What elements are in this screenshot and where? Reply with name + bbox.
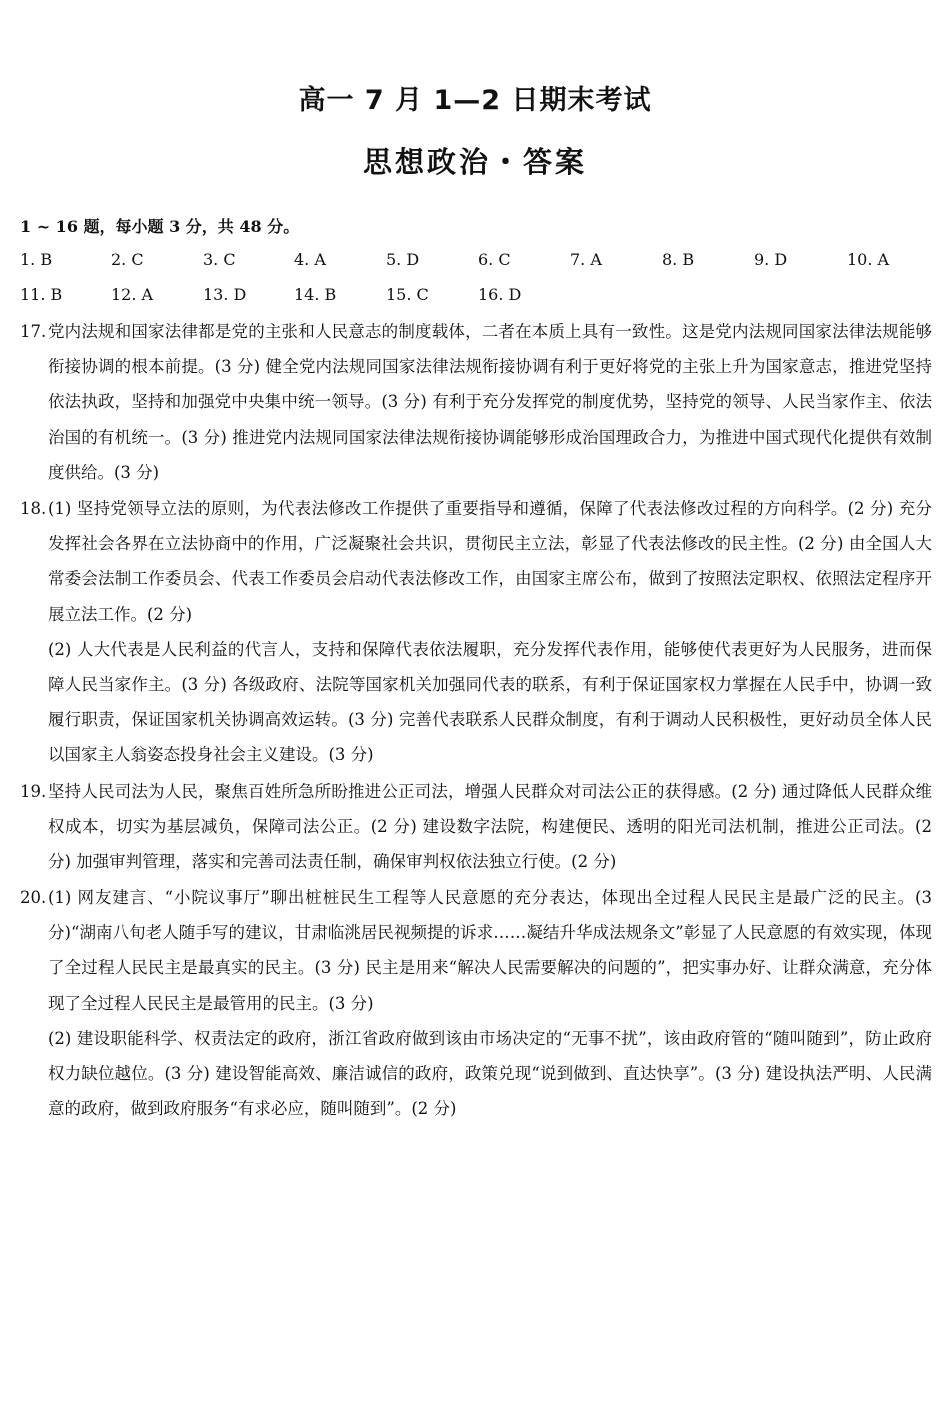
mc-answer: 2. C bbox=[111, 250, 144, 269]
mc-answer: 4. A bbox=[294, 250, 326, 269]
question-17-answer: 党内法规和国家法律都是党的主张和人民意志的制度载体，二者在本质上具有一致性。这是党内法规同国家法律法规能够衔接协调的根本前提。(3 分) 健全党内法规同国家法律法规衔接协调有利于更好将党的主张上升为国家意志，推进党坚持依法执政，坚持和加强党中央集中统一领导。(3 分) 有利于充分发挥党的制度优势，坚持党的领导、人民当家作主、依法治国的有机统一。(3 分) 推进党内法规同国家法律法规衔接协调能够形成治国理政合力，为推进中国式现代化提供有效制度供给。(3 分) bbox=[48, 322, 932, 482]
question-number: 19. bbox=[20, 782, 47, 801]
question-19 bbox=[20, 774, 932, 880]
mc-answer: 7. A bbox=[570, 250, 602, 269]
mc-answer: 1. B bbox=[20, 250, 53, 269]
mc-answer: 3. C bbox=[203, 250, 236, 269]
question-18-part-2: (2) 人大代表是人民利益的代言人，支持和保障代表依法履职，充分发挥代表作用，能够使代表更好为人民服务，进而保障人民当家作主。(3 分) 各级政府、法院等国家机关加强同代表的联系，有利于保证国家权力掌握在人民手中，协调一致履行职责，保证国家机关协调高效运转。(3 分) 完善代表联系人民群众制度，有利于调动人民积极性，更好动员全体人民以国家主人翁姿态投身社会主义建设。(3 分) bbox=[48, 639, 932, 765]
mc-answer: 10. A bbox=[847, 250, 890, 269]
mc-answer: 12. A bbox=[111, 285, 154, 304]
question-20-part-2: (2) 建设职能科学、权责法定的政府，浙江省政府做到该由市场决定的“无事不扰”，该由政府管的“随叫随到”，防止政府权力缺位越位。(3 分) 建设智能高效、廉洁诚信的政府，政策兑现“说到做到、直达快享”。(3 分) 建设执法严明、人民满意的政府，做到政府服务“有求必应，随叫随到”。(2 分) bbox=[48, 1028, 932, 1119]
question-17 bbox=[20, 314, 932, 490]
exam-subtitle: 思想政治・答案 bbox=[362, 145, 587, 179]
mc-answer: 11. B bbox=[20, 285, 63, 304]
question-20-part-1: (1) 网友建言、“小院议事厅”聊出桩桩民生工程等人民意愿的充分表达，体现出全过程人民民主是最广泛的民主。(3 分)“湖南八旬老人随手写的建议，甘肃临洮居民视频提的诉求……凝结升华成法规条文”彰显了人民意愿的有效实现，体现了全过程人民民主是最真实的民主。(3 分) 民主是用来“解决人民需要解决的问题的”，把实事办好、让群众满意，充分体现了全过程人民民主是最管用的民主。(3 分) bbox=[48, 888, 932, 1013]
mc-answer: 6. C bbox=[478, 250, 511, 269]
question-19-answer: 坚持人民司法为人民，聚焦百姓所急所盼推进公正司法，增强人民群众对司法公正的获得感。(2 分) 通过降低人民群众维权成本，切实为基层减负，保障司法公正。(2 分) 建设数字法院，构建便民、透明的阳光司法机制，推进公正司法。(2 分) 加强审判管理，落实和完善司法责任制，确保审判权依法独立行使。(2 分) bbox=[48, 782, 932, 872]
mc-answer: 16. D bbox=[478, 285, 522, 304]
mc-answer: 15. C bbox=[386, 285, 429, 304]
question-number: 18. bbox=[20, 499, 47, 518]
question-number: 20. bbox=[20, 888, 47, 907]
question-number: 17. bbox=[20, 322, 47, 341]
mc-instruction: 1 ~ 16 题，每小题 3 分，共 48 分。 bbox=[20, 217, 300, 236]
question-18 bbox=[20, 491, 932, 773]
question-18-part-1: (1) 坚持党领导立法的原则，为代表法修改工作提供了重要指导和遵循，保障了代表法修改过程的方向科学。(2 分) 充分发挥社会各界在立法协商中的作用，广泛凝聚社会共识，贯彻民主立法，彰显了代表法修改的民主性。(2 分) 由全国人大常委会法制工作委员会、代表工作委员会启动代表法修改工作，由国家主席公布，做到了按照法定职权、依照法定程序开展立法工作。(2 分) bbox=[48, 499, 932, 624]
mc-answer: 9. D bbox=[754, 250, 788, 269]
mc-answer: 8. B bbox=[662, 250, 695, 269]
mc-answer: 13. D bbox=[203, 285, 247, 304]
mc-answer: 5. D bbox=[386, 250, 420, 269]
exam-title: 高一 7 月 1—2 日期末考试 bbox=[298, 85, 652, 116]
mc-answer: 14. B bbox=[294, 285, 337, 304]
question-20 bbox=[20, 880, 932, 1126]
